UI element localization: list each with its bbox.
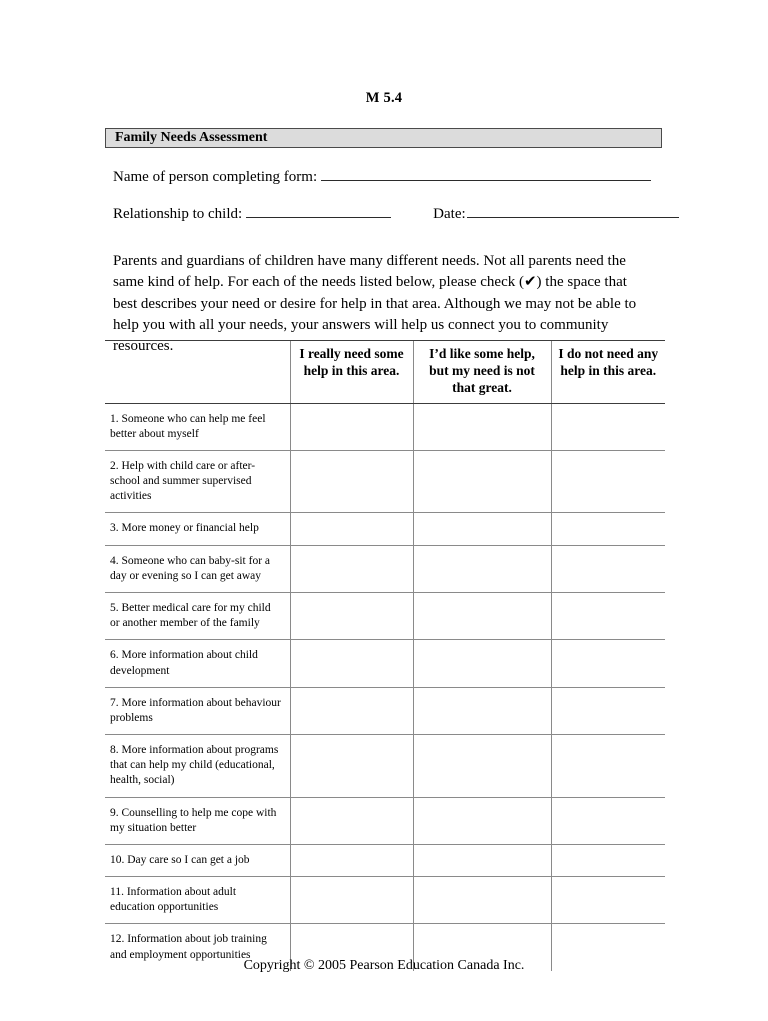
name-field-input[interactable] bbox=[321, 166, 651, 181]
checkbox-cell-like-some-help[interactable] bbox=[413, 877, 551, 924]
table-row bbox=[105, 450, 665, 513]
checkbox-cell-do-not-need-help[interactable] bbox=[551, 687, 665, 734]
checkbox-cell-like-some-help[interactable] bbox=[413, 735, 551, 798]
checkbox-cell-like-some-help[interactable] bbox=[413, 593, 551, 640]
relationship-date-field-row bbox=[113, 203, 679, 223]
relationship-field-input[interactable] bbox=[246, 203, 391, 218]
checkbox-cell-really-need-help[interactable] bbox=[290, 687, 413, 734]
checkbox-cell-like-some-help[interactable] bbox=[413, 513, 551, 545]
table-row bbox=[105, 545, 665, 592]
table-header-row bbox=[105, 341, 665, 404]
checkbox-cell-really-need-help[interactable] bbox=[290, 545, 413, 592]
table-row bbox=[105, 844, 665, 876]
need-item-label: 7. More information about behaviour problems bbox=[105, 687, 290, 734]
need-item-label: 5. Better medical care for my child or another member of the family bbox=[105, 593, 290, 640]
need-item-label: 11. Information about adult education opportunities bbox=[105, 877, 290, 924]
table-header bbox=[105, 341, 665, 404]
column-header-like-some-help: I’d like some help, but my need is not that great. bbox=[413, 341, 551, 404]
column-header-do-not-need-help: I do not need any help in this area. bbox=[551, 341, 665, 404]
date-field-input[interactable] bbox=[467, 203, 679, 218]
table-row bbox=[105, 877, 665, 924]
checkbox-cell-do-not-need-help[interactable] bbox=[551, 545, 665, 592]
checkbox-cell-like-some-help[interactable] bbox=[413, 687, 551, 734]
name-field-label: Name of person completing form: bbox=[113, 169, 318, 185]
checkbox-cell-like-some-help[interactable] bbox=[413, 797, 551, 844]
table-row bbox=[105, 687, 665, 734]
checkbox-cell-really-need-help[interactable] bbox=[290, 797, 413, 844]
checkbox-cell-do-not-need-help[interactable] bbox=[551, 640, 665, 687]
checkbox-cell-really-need-help[interactable] bbox=[290, 403, 413, 450]
need-item-label: 12. Information about job training and employment opportunities bbox=[105, 924, 290, 971]
section-title: Family Needs Assessment bbox=[115, 130, 268, 145]
checkbox-cell-really-need-help[interactable] bbox=[290, 877, 413, 924]
table-row bbox=[105, 593, 665, 640]
checkbox-cell-like-some-help[interactable] bbox=[413, 640, 551, 687]
checkbox-cell-really-need-help[interactable] bbox=[290, 735, 413, 798]
checkbox-cell-really-need-help[interactable] bbox=[290, 450, 413, 513]
checkbox-cell-like-some-help[interactable] bbox=[413, 545, 551, 592]
table-row bbox=[105, 797, 665, 844]
needs-assessment-table bbox=[105, 340, 665, 971]
need-item-label: 3. More money or financial help bbox=[105, 513, 290, 545]
table-row bbox=[105, 403, 665, 450]
need-item-label: 8. More information about programs that can help my child (educational, health, social) bbox=[105, 735, 290, 798]
section-banner bbox=[105, 128, 662, 148]
date-field-label: Date: bbox=[433, 206, 466, 222]
checkbox-cell-do-not-need-help[interactable] bbox=[551, 403, 665, 450]
table-row bbox=[105, 640, 665, 687]
checkbox-cell-like-some-help[interactable] bbox=[413, 403, 551, 450]
need-item-label: 1. Someone who can help me feel better about myself bbox=[105, 403, 290, 450]
document-code: M 5.4 bbox=[365, 90, 403, 106]
need-item-label: 10. Day care so I can get a job bbox=[105, 844, 290, 876]
name-field-row bbox=[113, 166, 651, 186]
checkbox-cell-really-need-help[interactable] bbox=[290, 593, 413, 640]
table-row bbox=[105, 513, 665, 545]
checkbox-cell-do-not-need-help[interactable] bbox=[551, 593, 665, 640]
checkbox-cell-really-need-help[interactable] bbox=[290, 513, 413, 545]
relationship-field-label: Relationship to child: bbox=[113, 206, 243, 222]
checkbox-cell-like-some-help[interactable] bbox=[413, 450, 551, 513]
instructions-paragraph: Parents and guardians of children have many different needs. Not all parents need the same kind of help. For each of the needs listed below, please check (✔) the space that best describes your need or desire for help in that area. Although we may not be able to help you with all your needs, your answers will help us connect you to community resources. bbox=[113, 253, 637, 355]
checkbox-cell-do-not-need-help[interactable] bbox=[551, 844, 665, 876]
need-item-label: 9. Counselling to help me cope with my situation better bbox=[105, 797, 290, 844]
checkbox-cell-like-some-help[interactable] bbox=[413, 844, 551, 876]
checkbox-cell-really-need-help[interactable] bbox=[290, 640, 413, 687]
checkbox-cell-do-not-need-help[interactable] bbox=[551, 877, 665, 924]
checkbox-cell-do-not-need-help[interactable] bbox=[551, 450, 665, 513]
need-item-label: 2. Help with child care or after-school and summer supervised activities bbox=[105, 450, 290, 513]
column-header-item bbox=[105, 341, 290, 404]
needs-assessment-table-wrapper bbox=[105, 340, 665, 971]
table-body bbox=[105, 403, 665, 971]
column-header-really-need-help: I really need some help in this area. bbox=[290, 341, 413, 404]
copyright-footer: Copyright © 2005 Pearson Education Canada Inc. bbox=[243, 958, 525, 973]
need-item-label: 4. Someone who can baby-sit for a day or evening so I can get away bbox=[105, 545, 290, 592]
checkbox-cell-really-need-help[interactable] bbox=[290, 844, 413, 876]
need-item-label: 6. More information about child development bbox=[105, 640, 290, 687]
checkbox-cell-do-not-need-help[interactable] bbox=[551, 513, 665, 545]
checkbox-cell-do-not-need-help[interactable] bbox=[551, 797, 665, 844]
table-row bbox=[105, 735, 665, 798]
checkbox-cell-do-not-need-help[interactable] bbox=[551, 735, 665, 798]
